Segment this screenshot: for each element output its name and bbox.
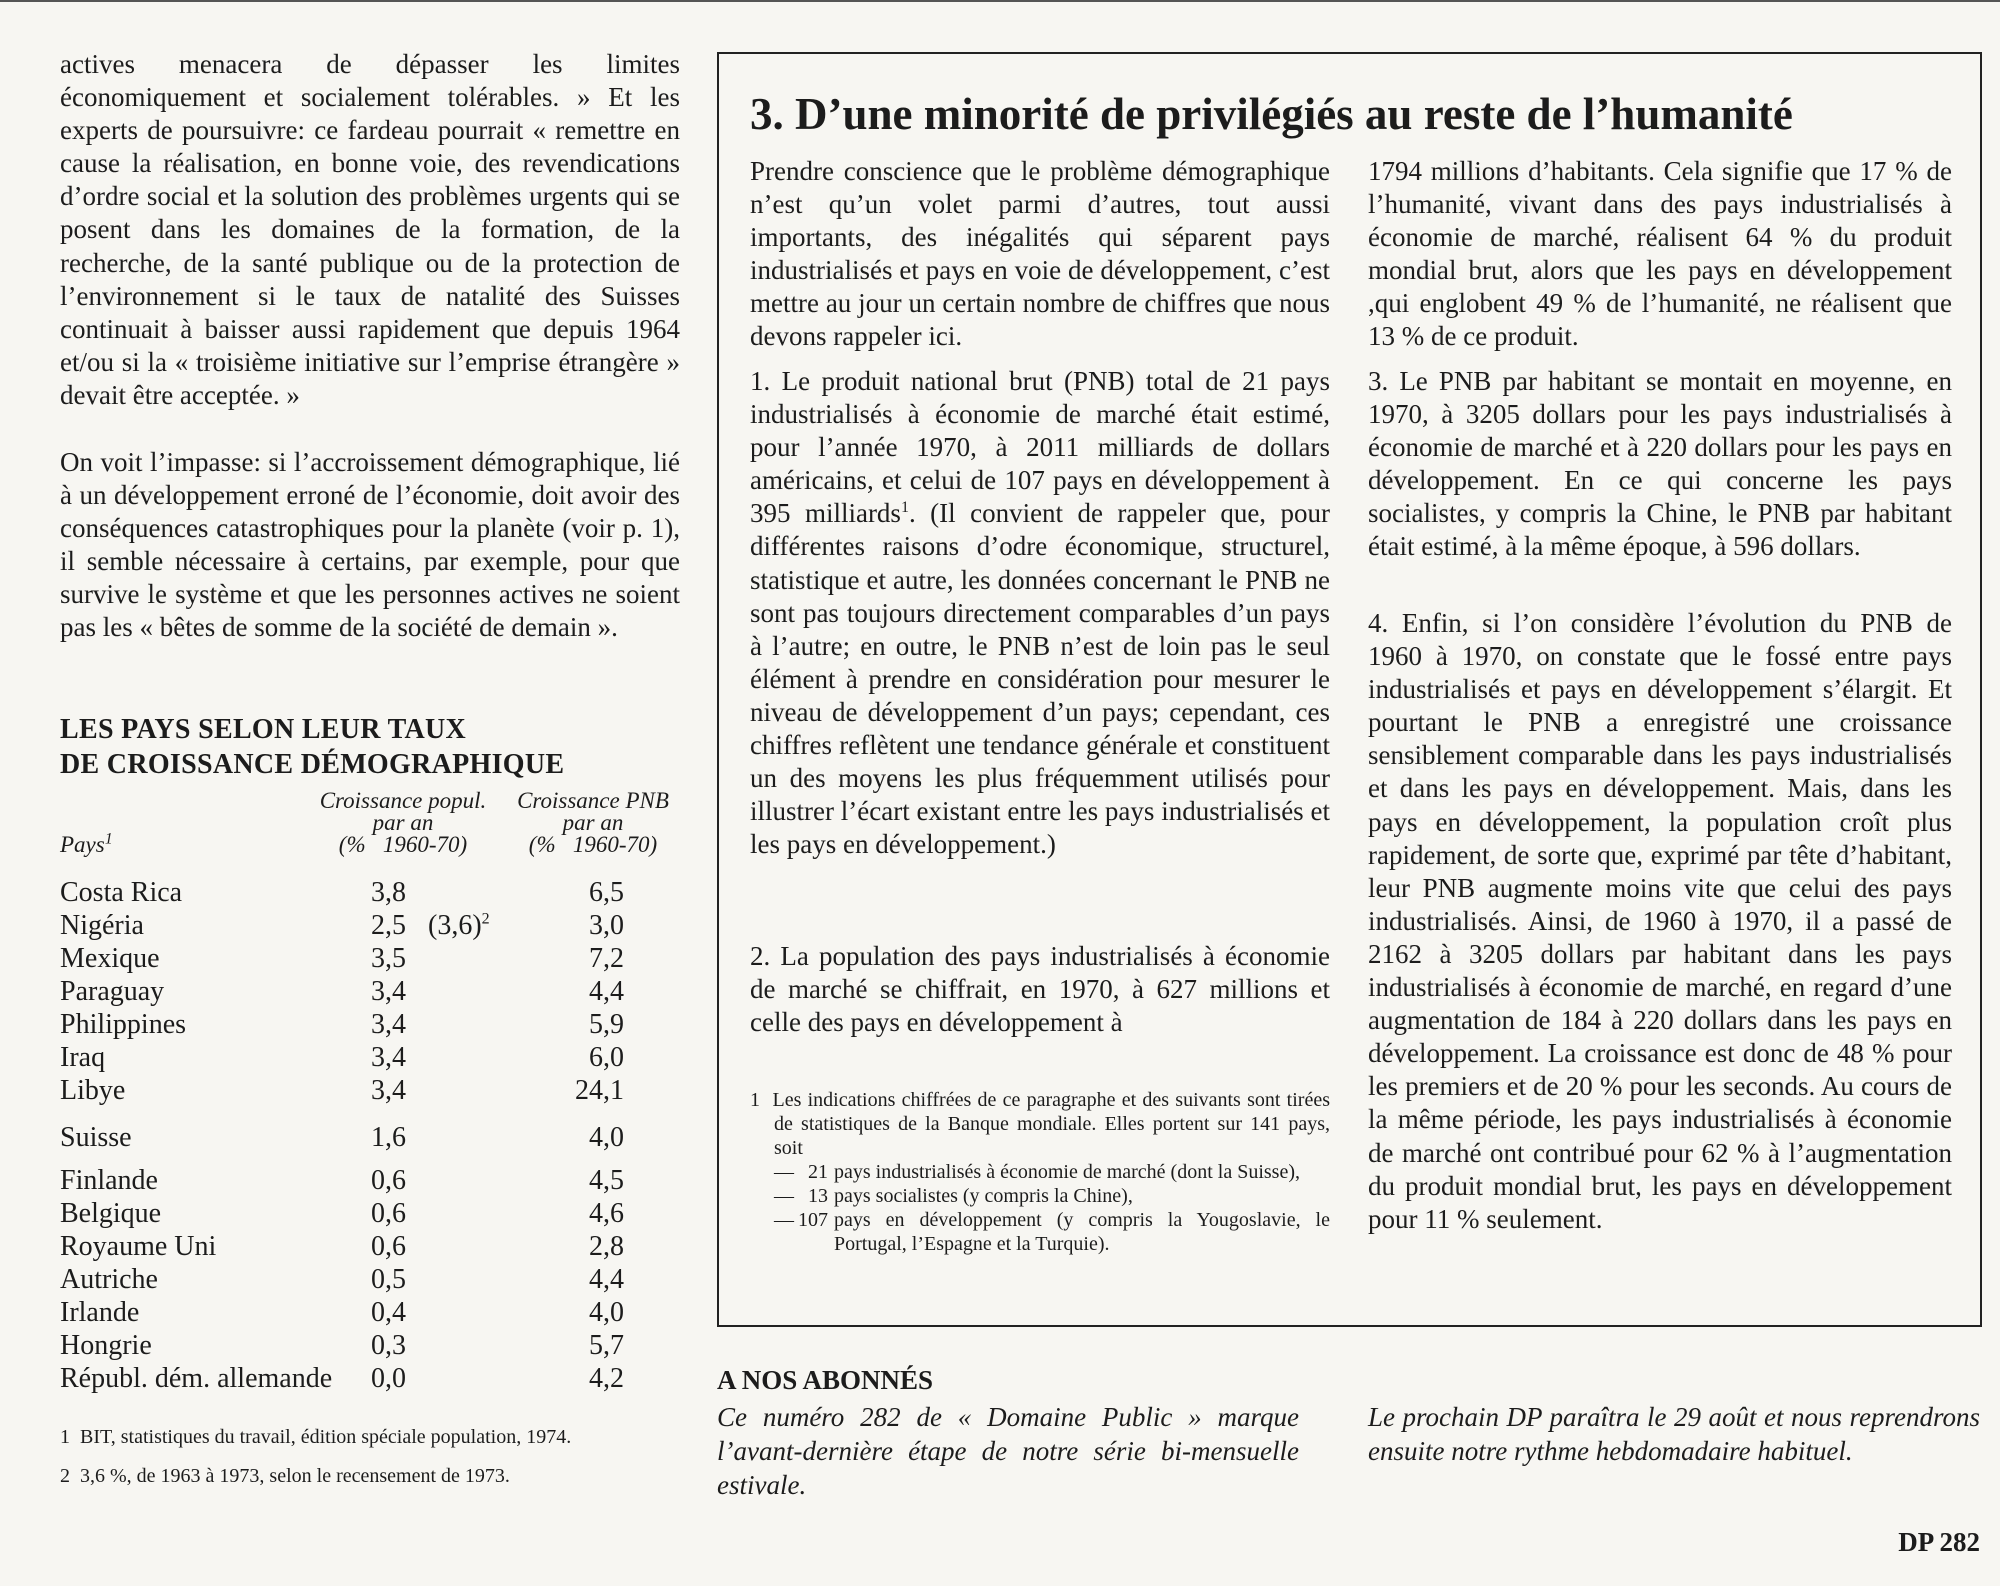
pop-growth-cell: 2,5: [371, 910, 406, 941]
article-point-2-cont: 1794 millions d’habitants. Cela signifie que 17 % de l’humanité, vivant dans des pays industrialisés à économie de marché, réalisent 64 % du produit mondial brut, alors que les pays en développement ,qui englobent 49 % de l’humanité, ne réalisent que 13 % de ce produit.: [1368, 156, 1952, 352]
article-footnote: 1 Les indications chiffrées de ce paragraphe et des suivants sont tirées de statistiques de la Banque mondiale. Elles portent sur 141 pays, soit — 21 pays industrialisés à économie de marché (dont la Suisse), — 13 pays socialistes (y compris la Chine), — 107 pays en développement (y compris la Yougoslavie, le Portugal, l’Espagne et la Turquie).: [750, 1089, 1330, 1255]
table-row: [60, 1362, 680, 1395]
pop-growth-cell: 3,4: [371, 1075, 406, 1106]
pnb-growth-cell: 5,7: [589, 1330, 624, 1361]
article-point-3: 3. Le PNB par habitant se montait en moyenne, en 1970, à 3205 dollars pour les pays industrialisés à économie de marché et à 220 dollars pour les pays en développement. En ce qui concerne les pays socialistes, y compris la Chine, le PNB par habitant était estimé, à la même époque, à 596 dollars.: [1368, 366, 1952, 562]
subscribers-text-1: Ce numéro 282 de « Domaine Public » marque l’avant-dernière étape de notre série bi-mensuelle estivale.: [717, 1402, 1299, 1500]
country-cell: Irlande: [60, 1297, 140, 1328]
pnb-growth-cell: 2,8: [589, 1231, 624, 1262]
country-cell: Autriche: [60, 1264, 158, 1295]
col-header-pnb: Croissance PNB par an (% 1960-70): [517, 788, 669, 857]
pop-growth-cell: 3,4: [371, 1009, 406, 1040]
pop-growth-cell: 0,6: [371, 1165, 406, 1196]
country-cell: Royaume Uni: [60, 1231, 217, 1262]
pop-note-cell: $(3,6)^2$: [428, 910, 490, 941]
pnb-growth-cell: 4,4: [589, 1264, 624, 1295]
footnote-item: — 107 pays en développement (y compris la Yougoslavie, le Portugal, l’Espagne et la Turquie).: [774, 1209, 1330, 1255]
pnb-growth-cell: 4,0: [589, 1297, 624, 1328]
country-cell: Mexique: [60, 943, 160, 974]
subscribers-text-2: Le prochain DP paraîtra le 29 août et nous reprendrons ensuite notre rythme hebdomadaire habituel.: [1368, 1402, 1980, 1466]
country-cell: Iraq: [60, 1042, 106, 1073]
article-point-2: 2. La population des pays industrialisés à économie de marché se chiffrait, en 1970, à 627 millions et celle des pays en développement à: [750, 941, 1330, 1038]
footnote-item: — 13 pays socialistes (y compris la Chine),: [774, 1185, 1133, 1207]
table-title-line-2: DE CROISSANCE DÉMOGRAPHIQUE: [60, 749, 565, 780]
pop-growth-cell: 3,4: [371, 1042, 406, 1073]
table-row: [60, 1074, 680, 1107]
footnote-list: [750, 1160, 1330, 1256]
table-row: [60, 1230, 680, 1263]
table-row: [60, 1263, 680, 1296]
pop-growth-cell: 0,0: [371, 1363, 406, 1394]
country-cell: Paraguay: [60, 976, 165, 1007]
subscribers-heading: A NOS ABONNÉS: [717, 1365, 934, 1395]
country-cell: Républ. dém. allemande: [60, 1363, 333, 1394]
page-folio: DP 282: [1898, 1527, 1980, 1557]
table-row: [60, 876, 680, 909]
table-row: [60, 975, 680, 1008]
footnote-item: — 21 pays industrialisés à économie de marché (dont la Suisse),: [774, 1161, 1300, 1183]
col-header-pop: Croissance popul. par an (% 1960-70): [319, 788, 487, 857]
pnb-growth-cell: 4,2: [589, 1363, 624, 1394]
article-intro: Prendre conscience que le problème démographique n’est qu’un volet parmi d’autres, tout aussi importants, des inégalités qui séparent pays industrialisés et pays en voie de développement, c’est mettre au jour un certain nombre de chiffres que nous devons rappeler ici.: [750, 156, 1330, 352]
pnb-growth-cell: 6,0: [589, 1042, 624, 1073]
table-row: [60, 1121, 680, 1154]
table-row: [60, 1008, 680, 1041]
pop-growth-cell: 3,4: [371, 976, 406, 1007]
country-cell: Hongrie: [60, 1330, 152, 1361]
table-row: [60, 1329, 680, 1362]
col-header-country: Pays$^1$: [60, 830, 113, 857]
pop-growth-cell: 0,5: [371, 1264, 406, 1295]
pop-growth-cell: 0,6: [371, 1198, 406, 1229]
pnb-growth-cell: 4,0: [589, 1122, 624, 1153]
country-cell: Libye: [60, 1075, 126, 1106]
country-cell: Finlande: [60, 1165, 158, 1196]
pop-growth-cell: 3,5: [371, 943, 406, 974]
table-row: [60, 1197, 680, 1230]
country-cell: Belgique: [60, 1198, 162, 1229]
pnb-growth-cell: 5,9: [589, 1009, 624, 1040]
pnb-growth-cell: 3,0: [589, 910, 624, 941]
article-point-4: 4. Enfin, si l’on considère l’évolution du PNB de 1960 à 1970, on constate que le fossé entre pays industrialisés et pays en développement s’élargit. Et pourtant le PNB a enregistré une croissance sensiblement comparable dans les pays industrialisés et dans les pays en développement. Mais, dans les pays en développement, la population croît plus rapidement, de sorte que, exprimé par tête d’habitant, leur PNB augmente moins vite que celui des pays industrialisés. Ainsi, de 1960 à 1970, il a passé de 2162 à 3205 dollars par habitant dans les pays industrialisés à économie de marché, en regard d’une augmentation de 184 à 220 dollars dans les pays en développement. La croissance est donc de 48 % pour les premiers et de 20 % pour les seconds. Au cours de la même période, les pays industrialisés à économie de marché ont contribué pour 62 % à l’augmentation du produit mondial brut, les pays en développement pour 11 % seulement.: [1368, 608, 1952, 1234]
pnb-growth-cell: 4,5: [589, 1165, 624, 1196]
table-note-1: 1 BIT, statistiques du travail, édition spéciale population, 1974.: [60, 1426, 572, 1448]
table-title-line-1: LES PAYS SELON LEUR TAUX: [60, 714, 467, 745]
table-row: [60, 1041, 680, 1074]
continuation-paragraph: actives menacera de dépasser les limites économiquement et socialement tolérables. » Et les experts de poursuivre: ce fardeau pourrait « remettre en cause la réalisation, en bonne voie, des revendications d’ordre social et la solution des problèmes urgents qui se posent dans les domaines de la formation, de la recherche, de la santé publique ou de la protection de l’environnement si le taux de natalité des Suisses continuait à baisser aussi rapidement que depuis 1964 et/ou si la « troisième initiative sur l’emprise étrangère » devait être acceptée. »: [60, 49, 680, 410]
table-row: [60, 1296, 680, 1329]
table-row: [60, 1164, 680, 1197]
pnb-growth-cell: 7,2: [589, 943, 624, 974]
pop-growth-cell: 0,3: [371, 1330, 406, 1361]
table-row: [60, 909, 680, 942]
pop-growth-cell: 3,8: [371, 877, 406, 908]
table-row: [60, 942, 680, 975]
article-point-1: 1. Le produit national brut (PNB) total de 21 pays industrialisés à économie de marché était estimé, pour l’année 1970, à 2011 milliards de dollars américains, et celui de 107 pays en développement à 395 milliards$^1$. (Il convient de rappeler que, pour différentes raisons d’odre économique, structurel, statistique et autre, les données concernant le PNB ne sont pas toujours directement comparables d’un pays à l’autre; en outre, le PNB n’est de loin pas le seul élément à prendre en considération pour mesurer le niveau de développement d’un pays; cependant, ces chiffres reflètent une tendance générale et constituent un des moyens les plus fréquemment utilisés pour illustrer l’écart existant entre les pays industrialisés et les pays en développement.): [750, 366, 1330, 860]
table-title: [60, 712, 564, 782]
pop-growth-cell: 1,6: [371, 1122, 406, 1153]
pnb-growth-cell: 6,5: [589, 877, 624, 908]
pnb-growth-cell: 24,1: [575, 1075, 624, 1106]
table-notes: [60, 1425, 680, 1503]
table-note-2: 2 3,6 %, de 1963 à 1973, selon le recensement de 1973.: [60, 1465, 510, 1487]
country-cell: Suisse: [60, 1122, 132, 1153]
pnb-growth-cell: 4,4: [589, 976, 624, 1007]
pop-growth-cell: 0,4: [371, 1297, 406, 1328]
country-cell: Philippines: [60, 1009, 187, 1040]
pop-growth-cell: 0,6: [371, 1231, 406, 1262]
country-cell: Costa Rica: [60, 877, 183, 908]
pnb-growth-cell: 4,6: [589, 1198, 624, 1229]
country-cell: Nigéria: [60, 910, 144, 941]
top-rule: [0, 0, 2000, 2]
impasse-paragraph: On voit l’impasse: si l’accroissement démographique, lié à un développement erroné de l’économie, doit avoir des conséquences catastrophiques pour la planète (voir p. 1), il semble nécessaire à certains, par exemple, pour que survive le système et que les personnes actives ne soient pas les « bêtes de somme de la société de demain ».: [60, 447, 680, 643]
article-title: 3. D’une minorité de privilégiés au reste de l’humanité: [750, 89, 1793, 139]
